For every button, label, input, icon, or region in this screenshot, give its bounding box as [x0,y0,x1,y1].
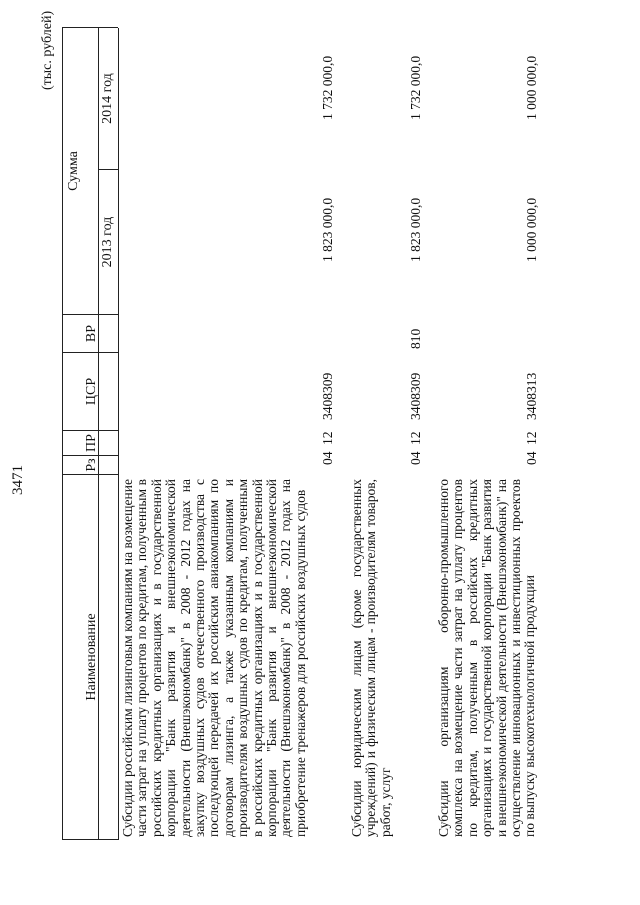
table-border-top [62,28,63,840]
header-pr: ПР [84,434,99,452]
row-1-csr: 3408309 [320,372,335,420]
table-border-left [62,839,118,840]
header-rz: Рз [84,458,99,472]
header-2014: 2014 год [100,73,115,124]
row-3-csr: 3408313 [524,372,539,420]
row-1-2013: 1 823 000,0 [320,197,335,262]
row-1-2014: 1 732 000,0 [320,55,335,120]
row-2-rz: 04 [408,451,423,465]
header-name: Наименование [84,613,99,701]
row-3-rz: 04 [524,451,539,465]
row-2-csr: 3408309 [408,372,423,420]
header-vr: ВР [84,324,99,343]
header-bottom-line [118,28,119,840]
page-number: 3471 [10,465,26,495]
row-2-2013: 1 823 000,0 [408,197,423,262]
header-2013: 2013 год [100,216,115,268]
header-sum: Сумма [66,151,81,191]
units-label: (тыс. рублей) [40,10,55,90]
row-1-rz: 04 [320,451,335,465]
row-2-vr: 810 [408,328,423,349]
row-3-name: Субсидии организациям оборонно-промышленного комплекса на возмещение части затрат на уплату процентов по кредитам, полученным в российских кредитных организациях и государственной корпорации "Банк развития и внешнеэкономической деятельности (Внешэкономбанк)" на осуществление инновационных и инвестиционных проектов по выпуску высокотехнологичной продукции [436,479,538,837]
row-3-pr: 12 [524,431,539,445]
row-2-pr: 12 [408,431,423,445]
row-2-2014: 1 732 000,0 [408,55,423,120]
row-3-2014: 1 000 000,0 [524,55,539,120]
row-1-pr: 12 [320,431,335,445]
row-1-name: Субсидии российским лизинговым компаниям на возмещение части затрат на уплату процентов по кредитам, полученным в российских кредитных организациях и в государственной корпорации "Банк развития и внешнеэкономической деятельности (Внешэкономбанк)" в 2008 - 2012 годах на закупку воздушных судов отечественного производства с последующей передачей их российским авиакомпаниям по договорам лизинга, а также указанным компаниям и производителям воздушных судов по кредитам, полученным в российских кредитных организациях и в государственной корпорации "Банк развития и внешнеэкономической деятельности (Внешэкономбанк)" в 2008 - 2012 годах на приобретение тренажеров для российских воздушных судов [120,479,308,837]
header-csr: ЦСР [84,377,99,406]
row-3-2013: 1 000 000,0 [524,197,539,262]
row-2-name: Субсидии юридическим лицам (кроме государственных учреждений) и физическим лицам - производителям товаров, работ, услуг [349,479,393,837]
